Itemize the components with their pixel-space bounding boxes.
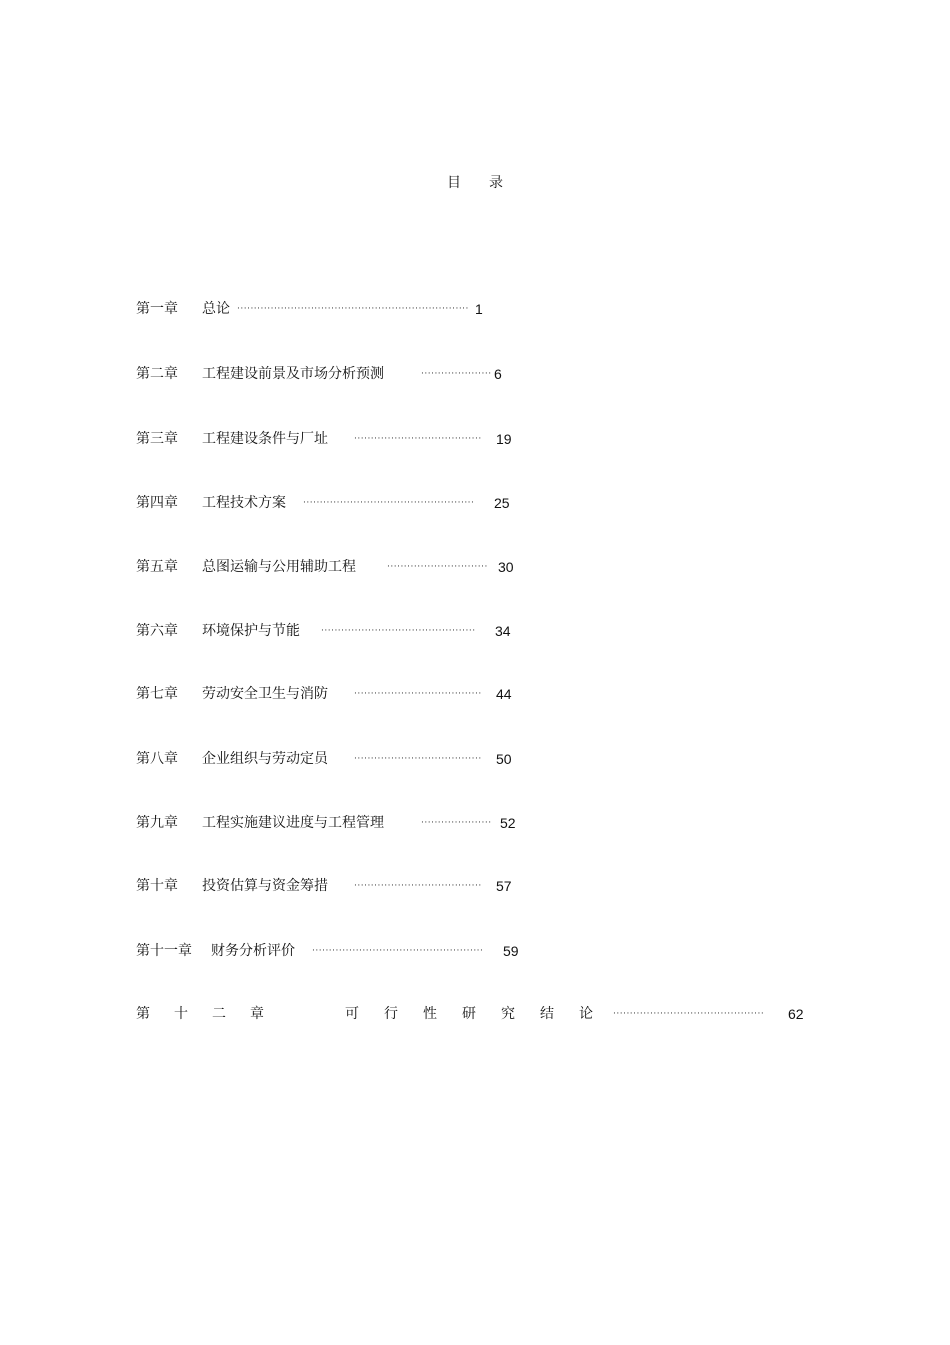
leader-dots: ·············································· bbox=[321, 626, 476, 636]
page-number: 19 bbox=[496, 431, 512, 447]
chapter-title: 工程建设条件与厂址 bbox=[202, 431, 328, 447]
chapter-number: 第十一章 bbox=[136, 943, 192, 959]
chapter-title: 工程建设前景及市场分析预测 bbox=[202, 366, 384, 382]
chapter-number: 第七章 bbox=[136, 686, 178, 702]
chapter-title: 总论 bbox=[202, 301, 230, 317]
leader-dots: ····································································· bbox=[237, 304, 469, 314]
leader-dots: ······························ bbox=[387, 562, 488, 572]
leader-dots: ······································ bbox=[354, 434, 482, 444]
chapter-number: 第六章 bbox=[136, 623, 178, 639]
leader-dots: ····················· bbox=[421, 369, 492, 379]
chapter-number: 第四章 bbox=[136, 495, 178, 511]
chapter-number: 第十二章 bbox=[136, 1006, 288, 1022]
chapter-title: 企业组织与劳动定员 bbox=[202, 751, 328, 767]
leader-dots: ······································ bbox=[354, 881, 482, 891]
chapter-title: 工程实施建议进度与工程管理 bbox=[202, 815, 384, 831]
chapter-title: 总图运输与公用辅助工程 bbox=[202, 559, 356, 575]
chapter-number: 第十章 bbox=[136, 878, 178, 894]
leader-dots: ··················································· bbox=[303, 498, 475, 508]
page-number: 6 bbox=[494, 366, 502, 382]
leader-dots: ····················· bbox=[421, 818, 492, 828]
toc-title-char-1: 目 bbox=[447, 175, 461, 191]
page-number: 34 bbox=[495, 623, 511, 639]
chapter-title: 工程技术方案 bbox=[202, 495, 286, 511]
page-number: 62 bbox=[788, 1006, 804, 1022]
chapter-number: 第三章 bbox=[136, 431, 178, 447]
leader-dots: ······································ bbox=[354, 754, 482, 764]
leader-dots: ··················································· bbox=[312, 946, 484, 956]
page-number: 25 bbox=[494, 495, 510, 511]
chapter-number: 第八章 bbox=[136, 751, 178, 767]
chapter-number: 第二章 bbox=[136, 366, 178, 382]
chapter-title: 可行性研究结论 bbox=[345, 1006, 618, 1022]
toc-entry[interactable] bbox=[136, 1004, 816, 1024]
chapter-number: 第五章 bbox=[136, 559, 178, 575]
page-number: 44 bbox=[496, 686, 512, 702]
page-number: 1 bbox=[475, 301, 483, 317]
chapter-number: 第九章 bbox=[136, 815, 178, 831]
toc-title bbox=[0, 172, 950, 192]
chapter-title: 财务分析评价 bbox=[211, 943, 295, 959]
chapter-title: 劳动安全卫生与消防 bbox=[202, 686, 328, 702]
chapter-number: 第一章 bbox=[136, 301, 178, 317]
chapter-title: 环境保护与节能 bbox=[202, 623, 300, 639]
toc-title-char-2: 录 bbox=[489, 175, 503, 191]
leader-dots: ······································ bbox=[354, 689, 482, 699]
chapter-title: 投资估算与资金筹措 bbox=[202, 878, 328, 894]
page-number: 52 bbox=[500, 815, 516, 831]
page-number: 50 bbox=[496, 751, 512, 767]
page-number: 57 bbox=[496, 878, 512, 894]
page-number: 59 bbox=[503, 943, 519, 959]
page-number: 30 bbox=[498, 559, 514, 575]
leader-dots: ············································· bbox=[613, 1009, 765, 1019]
